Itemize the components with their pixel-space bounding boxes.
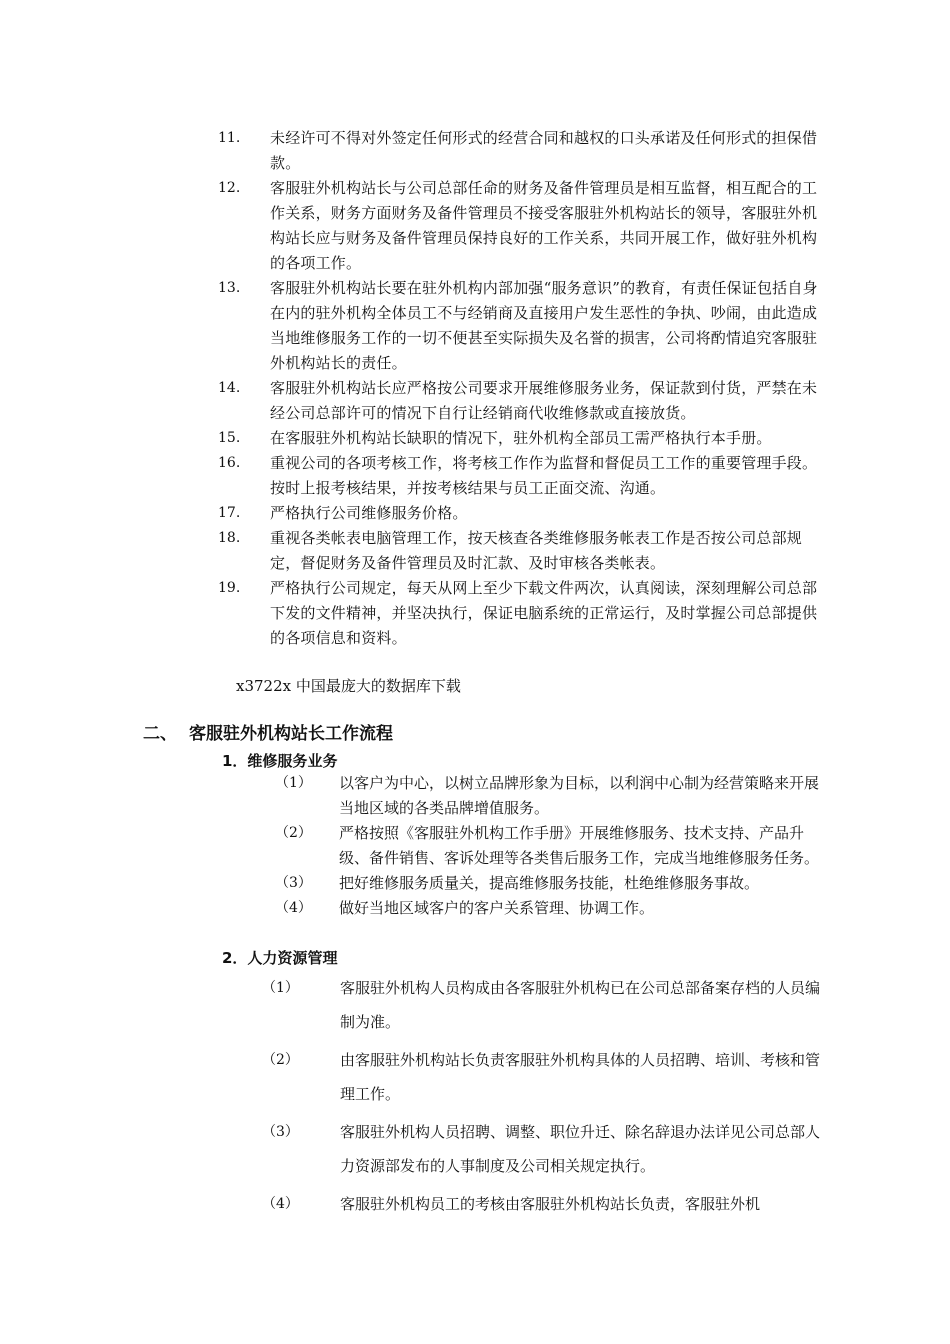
- item-number: 15.: [218, 430, 241, 446]
- item-number: 18.: [218, 530, 241, 546]
- item-number: （2）: [262, 1052, 299, 1068]
- list-item: [262, 1187, 822, 1221]
- item-number: （4）: [275, 900, 312, 916]
- download-note: x3722x 中国最庞大的数据库下载: [236, 677, 461, 695]
- item-number: 14.: [218, 380, 241, 396]
- item-number: 17.: [218, 505, 241, 521]
- item-text: 客服驻外机构员工的考核由客服驻外机构站长负责，客服驻外机: [340, 1195, 761, 1213]
- maintenance-list: [275, 771, 820, 921]
- item-text: 严格执行公司维修服务价格。: [270, 504, 468, 522]
- item-text: 客服驻外机构站长要在驻外机构内部加强“服务意识”的教育，有责任保证包括自身在内的驻外机构全体员工不与经销商及直接用户发生恶性的争执、吵闹，由此造成当地维修服务工作的一切不便甚至实际损失及名誉的损害，公司将酌情追究客服驻外机构站长的责任。: [270, 279, 818, 372]
- list-item: [218, 426, 818, 451]
- item-text: 以客户为中心，以树立品牌形象为目标，以利润中心制为经营策略来开展当地区域的各类品牌增值服务。: [339, 774, 820, 817]
- item-number: （1）: [275, 775, 312, 791]
- list-item: [218, 451, 818, 501]
- list-item: [275, 821, 820, 871]
- item-number: （3）: [275, 875, 312, 891]
- item-text: 客服驻外机构站长应严格按公司要求开展维修服务业务，保证款到付货，严禁在未经公司总部许可的情况下自行让经销商代收维修款或直接放货。: [270, 379, 818, 422]
- item-number: （1）: [262, 980, 299, 996]
- section-title: 客服驻外机构站长工作流程: [189, 724, 393, 744]
- item-text: 严格按照《客服驻外机构工作手册》开展维修服务、技术支持、产品升级、备件销售、客诉处理等各类售后服务工作，完成当地维修服务任务。: [339, 824, 820, 867]
- item-text: 未经许可不得对外签定任何形式的经营合同和越权的口头承诺及任何形式的担保借款。: [270, 129, 818, 172]
- list-item: [218, 126, 818, 176]
- item-text: 重视各类帐表电脑管理工作，按天核查各类维修服务帐表工作是否按公司总部规定，督促财务及备件管理员及时汇款、及时审核各类帐表。: [270, 529, 803, 572]
- list-item: [275, 771, 820, 821]
- list-item: [218, 526, 818, 576]
- list-item: [218, 276, 818, 376]
- list-item: [275, 871, 820, 896]
- item-text: 重视公司的各项考核工作，将考核工作作为监督和督促员工工作的重要管理手段。按时上报考核结果，并按考核结果与员工正面交流、沟通。: [270, 454, 818, 497]
- item-text: 客服驻外机构站长与公司总部任命的财务及备件管理员是相互监督，相互配合的工作关系，财务方面财务及备件管理员不接受客服驻外机构站长的领导，客服驻外机构站长应与财务及备件管理员保持良好的工作关系，共同开展工作，做好驻外机构的各项工作。: [270, 179, 818, 272]
- item-number: （4）: [262, 1196, 299, 1212]
- item-number: 19.: [218, 580, 241, 596]
- list-item: [275, 896, 820, 921]
- item-text: 由客服驻外机构站长负责客服驻外机构具体的人员招聘、培训、考核和管理工作。: [340, 1051, 821, 1103]
- list-item: [218, 501, 818, 526]
- subsection-title-hr: 2．人力资源管理: [222, 949, 338, 967]
- list-item: [262, 1115, 822, 1183]
- list-item: [262, 1043, 822, 1111]
- item-number: （2）: [275, 825, 312, 841]
- item-text: 严格执行公司规定，每天从网上至少下载文件两次，认真阅读，深刻理解公司总部下发的文件精神，并坚决执行，保证电脑系统的正常运行，及时掌握公司总部提供的各项信息和资料。: [270, 579, 818, 647]
- item-text: 客服驻外机构人员招聘、调整、职位升迁、除名辞退办法详见公司总部人力资源部发布的人事制度及公司相关规定执行。: [340, 1123, 821, 1175]
- item-number: 16.: [218, 455, 241, 471]
- item-text: 做好当地区域客户的客户关系管理、协调工作。: [339, 899, 655, 917]
- item-number: 11.: [218, 130, 241, 146]
- section-heading: [143, 721, 393, 747]
- list-item: [262, 971, 822, 1039]
- item-text: 把好维修服务质量关，提高维修服务技能，杜绝维修服务事故。: [339, 874, 760, 892]
- hr-list: [262, 971, 822, 1225]
- numbered-list: [218, 126, 818, 651]
- item-number: 13.: [218, 280, 241, 296]
- item-number: 12.: [218, 180, 241, 196]
- item-number: （3）: [262, 1124, 299, 1140]
- subsection-title-maintenance: 1．维修服务业务: [222, 752, 338, 770]
- section-index: 二、: [143, 724, 177, 744]
- item-text: 客服驻外机构人员构成由各客服驻外机构已在公司总部备案存档的人员编制为准。: [340, 979, 821, 1031]
- item-text: 在客服驻外机构站长缺职的情况下，驻外机构全部员工需严格执行本手册。: [270, 429, 772, 447]
- list-item: [218, 576, 818, 651]
- list-item: [218, 176, 818, 276]
- list-item: [218, 376, 818, 426]
